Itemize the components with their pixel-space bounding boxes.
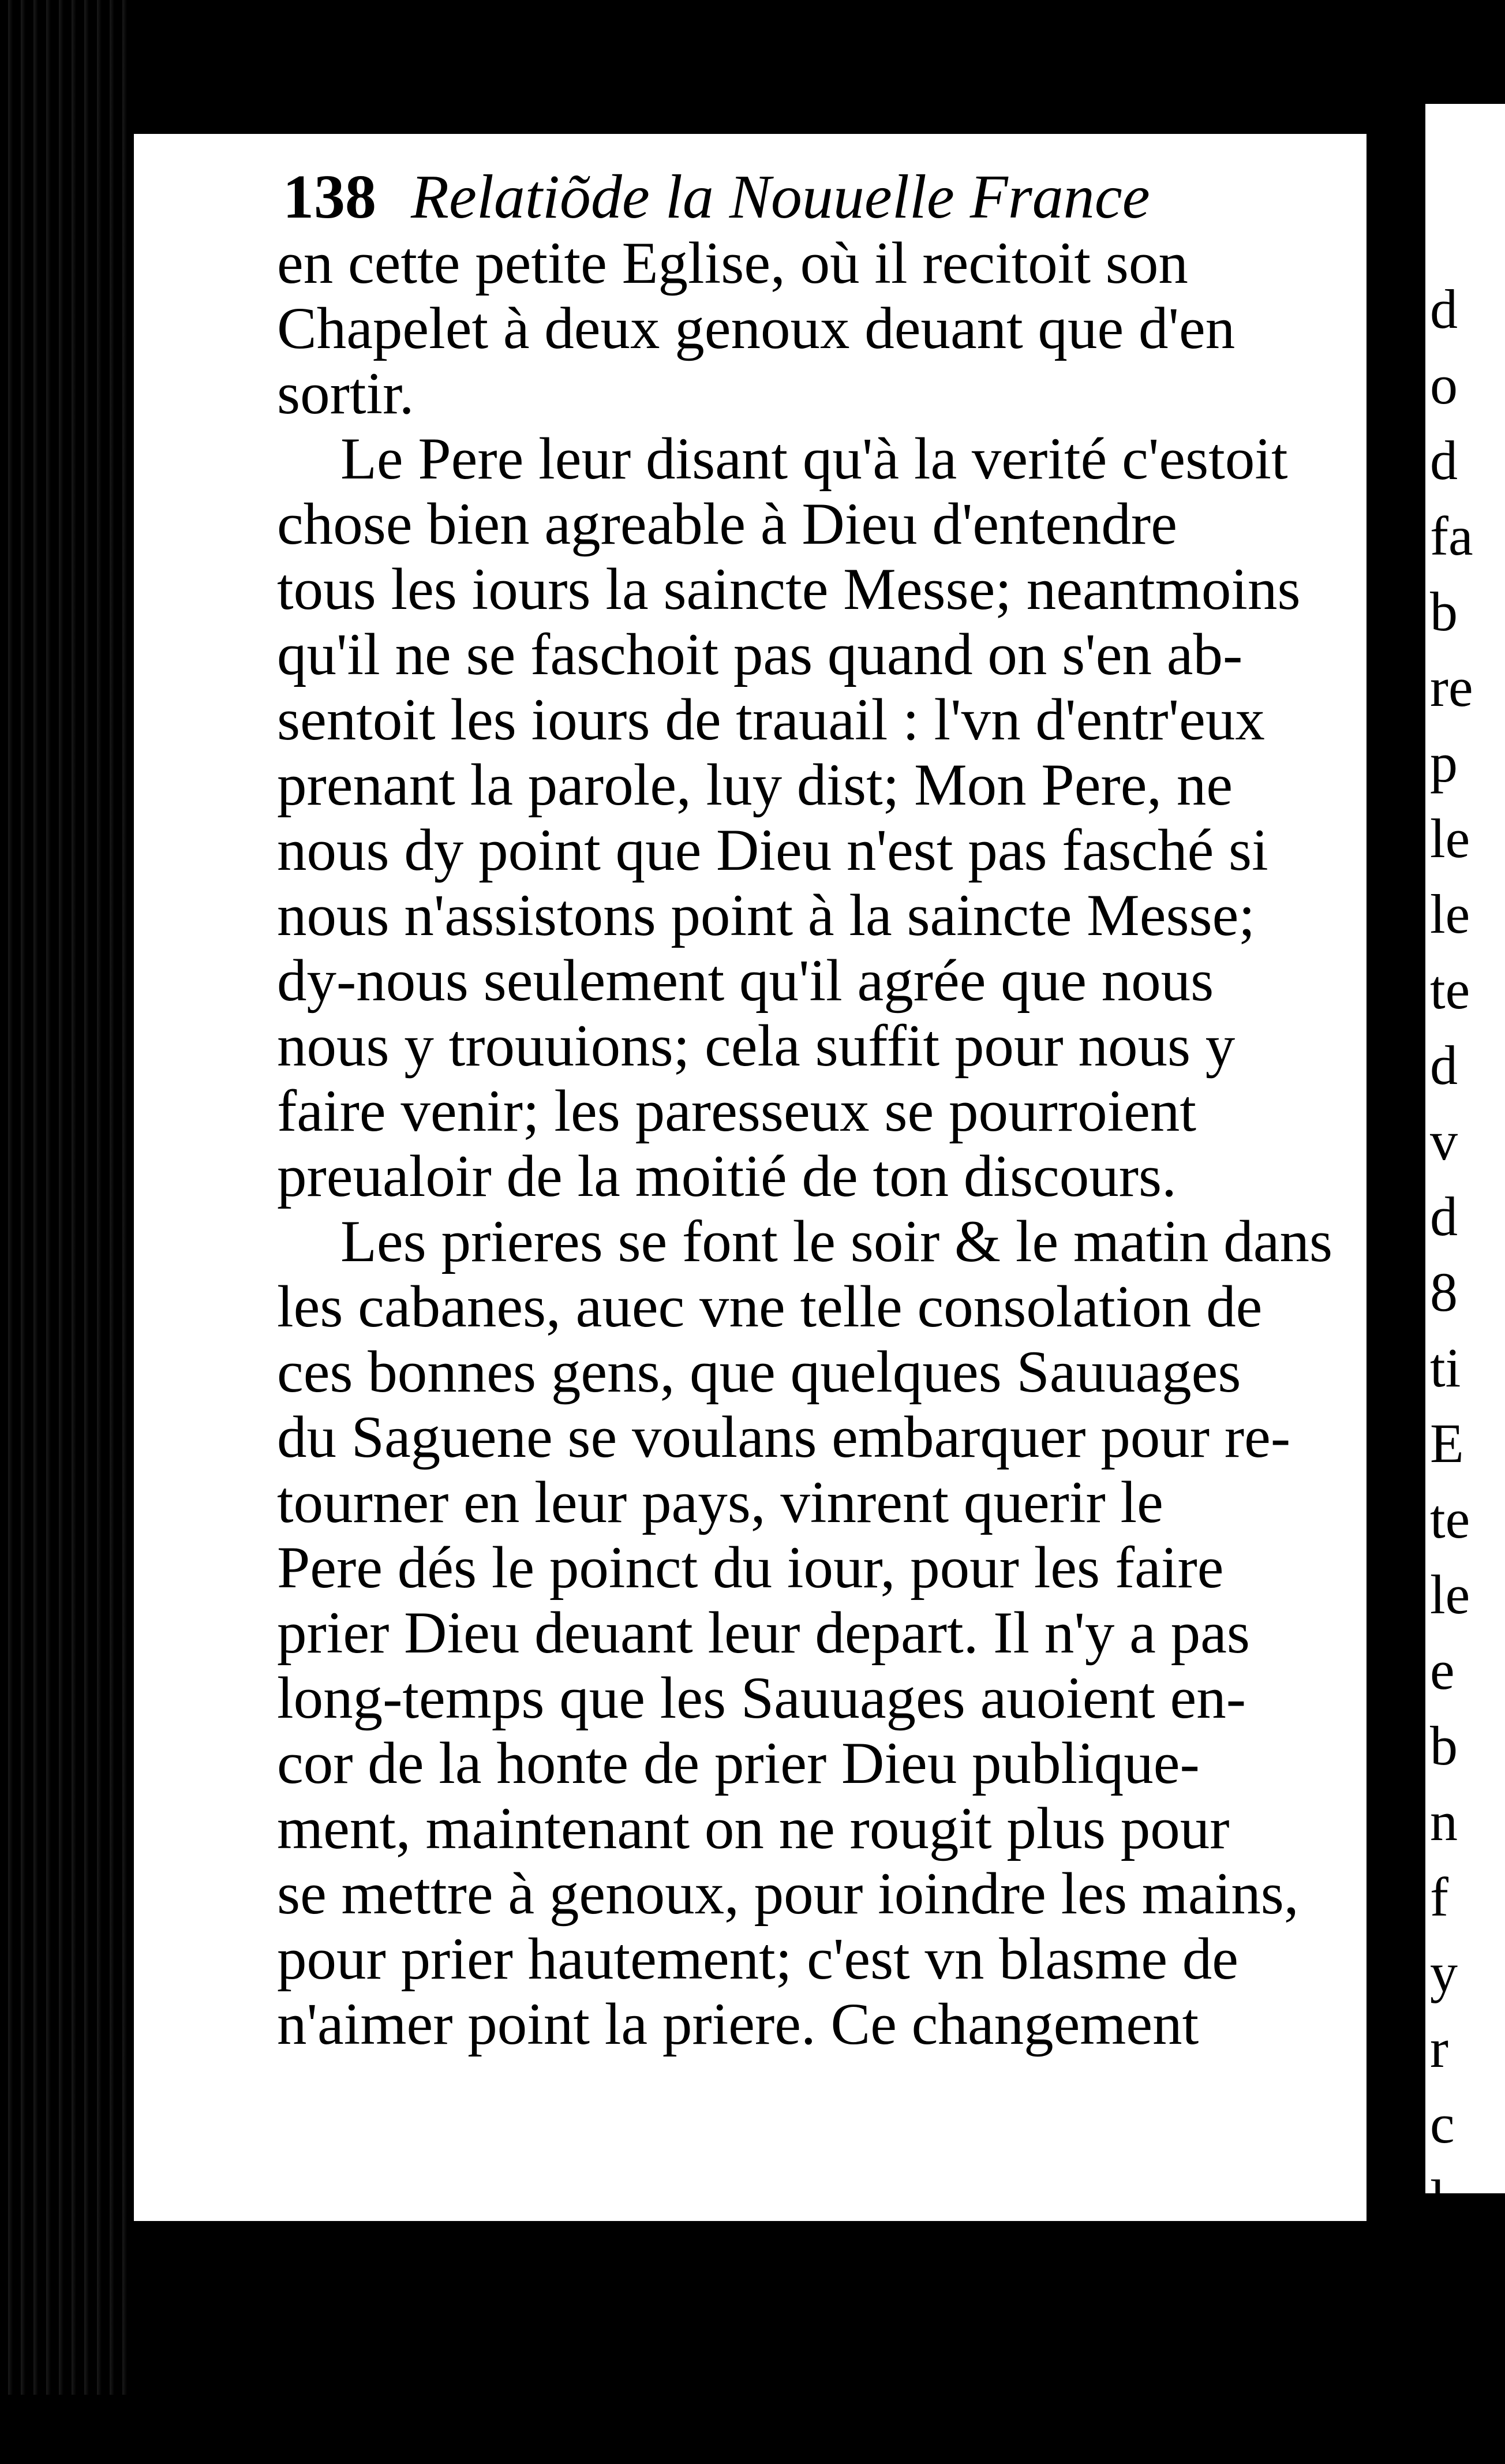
right-page-fragment: y	[1430, 1942, 1458, 2003]
right-page-fragment: v	[1430, 1110, 1458, 1172]
text-line: pour prier hautement; c'est vn blasme de	[277, 1926, 1239, 1992]
right-page-fragment: d	[1430, 1186, 1458, 1247]
text-line: ces bonnes gens, que quelques Sauuages	[277, 1339, 1241, 1405]
text-line: prier Dieu deuant leur depart. Il n'y a pas	[277, 1600, 1250, 1666]
text-line: dy-nous seulement qu'il agrée que nous	[277, 948, 1214, 1014]
text-line: chose bien agreable à Dieu d'entendre	[277, 491, 1177, 557]
text-line: tourner en leur pays, vinrent querir le	[277, 1470, 1163, 1535]
text-line: faire venir; les paresseux se pourroient	[277, 1078, 1197, 1144]
right-page-fragment: ti	[1430, 1337, 1461, 1399]
right-page-fragment: f	[1430, 1866, 1448, 1928]
page-number: 138	[283, 163, 376, 231]
right-page-fragment: le	[1430, 1564, 1470, 1625]
right-page-fragment: d	[1430, 278, 1458, 340]
text-line: ment, maintenant on ne rougit plus pour	[277, 1796, 1230, 1861]
text-line: nous y trouuions; cela suffit pour nous y	[277, 1013, 1236, 1079]
right-page-fragment: fa	[1430, 505, 1473, 567]
right-page-fragment: c	[1430, 2320, 1455, 2381]
right-page-fragment: 8	[1430, 1261, 1458, 1323]
right-page-fragment: p	[1430, 2244, 1458, 2306]
text-line: du Saguene se voulans embarquer pour re-	[277, 1404, 1291, 1470]
text-line: preualoir de la moitié de ton discours.	[277, 1143, 1177, 1209]
right-page-fragment: le	[1430, 807, 1470, 869]
text-line: se mettre à genoux, pour ioindre les mains,	[277, 1861, 1299, 1927]
right-page-fragment: b	[1430, 581, 1458, 642]
right-page-fragment: d	[1430, 429, 1458, 491]
text-line: les cabanes, auec vne telle consolation de	[277, 1274, 1263, 1340]
right-page-text-fragments	[1430, 271, 1505, 2464]
text-line: Les prieres se font le soir & le matin dans	[340, 1209, 1333, 1274]
right-page-fragment: o	[1430, 354, 1458, 416]
right-page-fragment: n	[1430, 1790, 1458, 1852]
right-page-fragment: E	[1430, 1412, 1464, 1474]
right-page-fragment: r	[1430, 2017, 1448, 2079]
right-page-fragment: p	[1430, 732, 1458, 794]
right-page-fragment: d	[1430, 2395, 1458, 2457]
text-line: prenant la parole, luy dist; Mon Pere, ne	[277, 752, 1233, 818]
text-line: Pere dés le poinct du iour, pour les faire	[277, 1535, 1224, 1601]
text-line: Le Pere leur disant qu'à la verité c'estoit	[340, 426, 1288, 492]
text-line: qu'il ne se faschoit pas quand on s'en ab-	[277, 622, 1243, 687]
page-header	[283, 162, 1150, 233]
text-line: en cette petite Eglise, où il recitoit son	[277, 230, 1188, 296]
right-page-fragment: c	[1430, 2093, 1455, 2155]
text-line: nous dy point que Dieu n'est pas fasché si	[277, 817, 1268, 883]
right-page-fragment: e	[1430, 1639, 1455, 1701]
right-page-fragment: te	[1430, 959, 1470, 1020]
text-line: cor de la honte de prier Dieu publique-	[277, 1730, 1200, 1796]
text-line: nous n'assistons point à la saincte Messe;	[277, 883, 1255, 948]
right-page-fragment: d	[1430, 1034, 1458, 1096]
right-page-fragment: re	[1430, 656, 1473, 718]
running-title: Relatiõde la Nouuelle France	[411, 163, 1150, 231]
text-line: sortir.	[277, 361, 414, 427]
right-page-fragment: le	[1430, 883, 1470, 945]
right-page-fragment: l	[1430, 2168, 1446, 2230]
text-line: sentoit les iours de trauail : l'vn d'entr'eux	[277, 687, 1265, 753]
text-line: long-temps que les Sauuages auoient en-	[277, 1665, 1246, 1731]
text-line: tous les iours la saincte Messe; neantmoins	[277, 556, 1301, 622]
text-line: Chapelet à deux genoux deuant que d'en	[277, 296, 1236, 361]
text-line: n'aimer point la priere. Ce changement	[277, 1991, 1199, 2057]
right-page-fragment: te	[1430, 1488, 1470, 1550]
body-text	[277, 231, 1345, 2057]
right-page-fragment: b	[1430, 1715, 1458, 1777]
book-binding-edge	[0, 0, 133, 2395]
